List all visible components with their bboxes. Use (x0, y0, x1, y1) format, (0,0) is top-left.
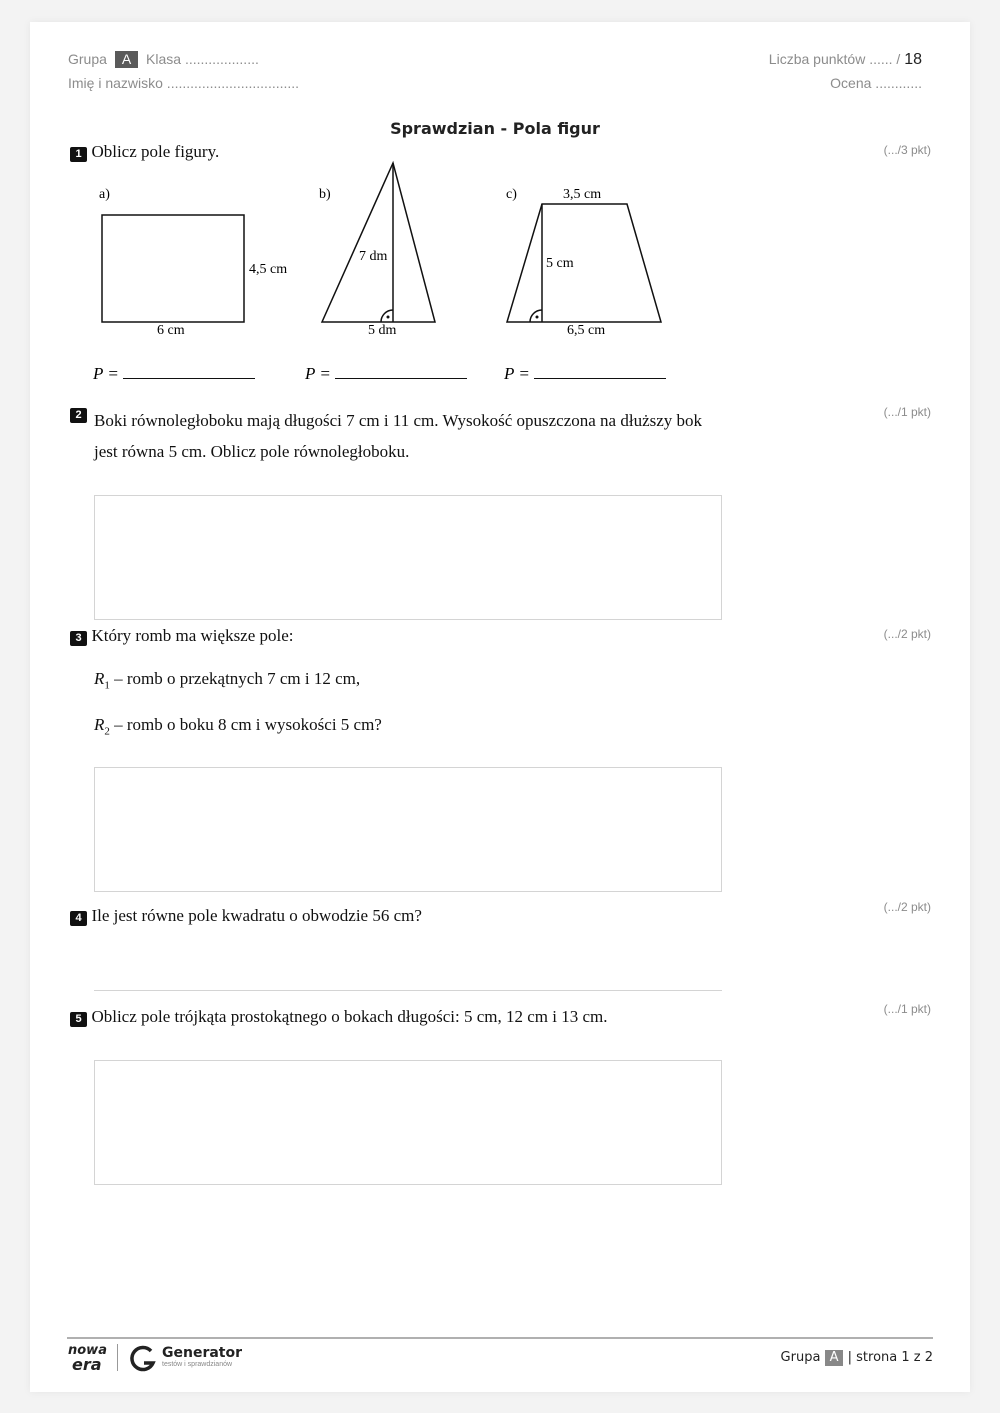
figure-b-base: 5 dm (368, 323, 397, 338)
nowa-era-logo (68, 1344, 107, 1372)
figures-svg (0, 150, 700, 350)
figure-a-width: 6 cm (157, 323, 185, 338)
question-2-line-2: jest równa 5 cm. Oblicz pole równoległoboku. (94, 442, 410, 461)
name-field: Imię i nazwisko .................................. (68, 75, 300, 91)
question-points: (.../1 pkt) (883, 405, 931, 419)
figure-a-height: 4,5 cm (249, 262, 288, 277)
r2-symbol: R (94, 715, 105, 734)
answer-label: P = (93, 364, 119, 383)
figure-b-height: 7 dm (359, 249, 388, 264)
question-points: (.../3 pkt) (883, 143, 931, 157)
question-text: Oblicz pole trójkąta prostokątnego o bokach długości: 5 cm, 12 cm i 13 cm. (91, 1007, 608, 1026)
question-5 (70, 1007, 607, 1027)
figure-c-bottom: 6,5 cm (567, 323, 606, 338)
r1-subscript: 1 (104, 679, 110, 692)
question-number: 3 (70, 631, 87, 646)
question-2-line-1: Boki równoległoboku mają długości 7 cm i 11 cm. Wysokość opuszczona na dłuższy bok (94, 411, 703, 430)
answer-box[interactable] (94, 495, 722, 620)
rectangle-figure (102, 215, 244, 322)
logo-nowa: nowa (68, 1343, 107, 1358)
class-field: Klasa ................... (146, 51, 259, 67)
group-label: Grupa (68, 51, 107, 67)
r2-text: – romb o boku 8 cm i wysokości 5 cm? (109, 715, 382, 734)
question-points: (.../2 pkt) (883, 627, 931, 641)
footer-group-badge: A (825, 1350, 844, 1366)
answer-box[interactable] (94, 767, 722, 892)
question-number: 1 (70, 147, 87, 162)
r1-text: – romb o przekątnych 7 cm i 12 cm, (109, 669, 361, 688)
answer-box[interactable] (94, 1060, 722, 1185)
generator-title: Generator (162, 1345, 243, 1361)
group-badge: A (115, 51, 138, 68)
answer-line-a (93, 364, 255, 384)
footer-divider (67, 1337, 933, 1339)
grade-field: Ocena ............ (830, 75, 922, 91)
points-max: 18 (904, 51, 922, 68)
question-points: (.../1 pkt) (883, 1002, 931, 1016)
footer-page-number: | strona 1 z 2 (847, 1350, 933, 1365)
answer-label: P = (504, 364, 530, 383)
generator-subtitle: testów i sprawdzianów (162, 1361, 233, 1368)
trapezoid-figure (507, 204, 661, 322)
question-2-number (70, 405, 87, 423)
answer-line-b (305, 364, 467, 384)
generator-logo-icon (129, 1343, 159, 1373)
figure-c-label: c) (506, 187, 517, 202)
figure-b-label: b) (319, 187, 331, 202)
triangle-right-angle-dot (387, 316, 390, 319)
question-text: Który romb ma większe pole: (91, 626, 294, 645)
rhombus-r2 (94, 715, 382, 737)
footer-group-label: Grupa (780, 1350, 821, 1365)
answer-line-c (504, 364, 666, 384)
r2-subscript: 2 (104, 725, 110, 738)
group-line (68, 51, 259, 68)
answer-label: P = (305, 364, 331, 383)
question-text: Ile jest równe pole kwadratu o obwodzie 56 cm? (91, 906, 422, 925)
footer-page-info (781, 1350, 933, 1366)
answer-blank[interactable] (123, 364, 255, 379)
question-number: 4 (70, 911, 87, 926)
figure-a-label: a) (99, 187, 110, 202)
logo-divider (117, 1344, 118, 1371)
page-title: Sprawdzian - Pola figur (390, 119, 600, 138)
trapezoid-right-angle-dot (536, 316, 539, 319)
question-number: 5 (70, 1012, 87, 1027)
triangle-figure (322, 163, 435, 322)
points-field (769, 51, 922, 69)
rhombus-r1 (94, 669, 360, 691)
question-number: 2 (70, 408, 87, 423)
question-text: Oblicz pole figury. (91, 142, 220, 161)
question-points: (.../2 pkt) (883, 900, 931, 914)
figure-c-height: 5 cm (546, 256, 574, 271)
points-label: Liczba punktów ...... / (768, 51, 901, 67)
answer-blank[interactable] (534, 364, 666, 379)
answer-line[interactable] (94, 990, 722, 991)
figure-c-top: 3,5 cm (563, 187, 602, 202)
question-4 (70, 906, 422, 926)
r1-symbol: R (94, 669, 105, 688)
answer-blank[interactable] (335, 364, 467, 379)
question-3 (70, 626, 294, 646)
logo-era: era (72, 1355, 102, 1374)
